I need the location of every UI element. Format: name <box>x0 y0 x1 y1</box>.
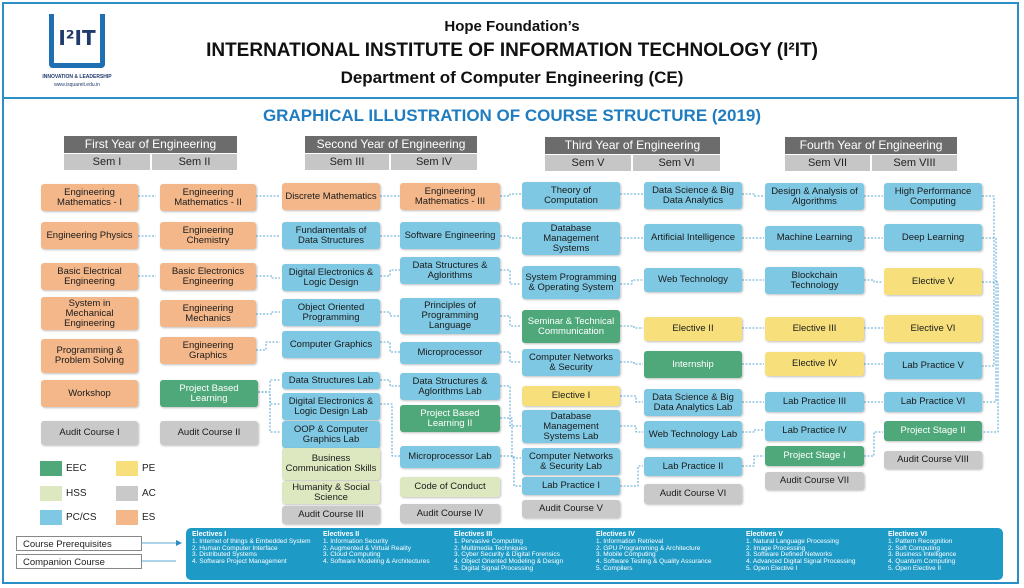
course-box: Engineering Physics <box>41 222 138 249</box>
year-header-2: Second Year of Engineering <box>305 136 477 153</box>
course-box: Computer Networks & Security Lab <box>522 448 620 475</box>
course-box: Computer Graphics <box>282 331 380 358</box>
course-box: Workshop <box>41 380 138 407</box>
elective-item: 1. Natural Language Processing <box>746 537 839 545</box>
elective-item: 4. Object Oriented Modeling & Design <box>454 558 564 566</box>
course-box: Audit Course VII <box>765 472 864 490</box>
course-box: High Performance Computing <box>884 183 982 210</box>
course-box: Design & Analysis of Algorithms <box>765 183 864 210</box>
legend-swatch-hss <box>40 486 62 501</box>
electives-heading: Electives IV <box>596 531 635 538</box>
elective-item: 2. GPU Programming & Architecture <box>596 544 701 552</box>
legend-label: PE <box>142 463 156 474</box>
electives-group-5 <box>746 532 884 573</box>
legend-label: EEC <box>66 463 87 474</box>
sem-header-6: Sem VI <box>633 155 720 171</box>
sem-header-3: Sem III <box>305 154 389 170</box>
elective-item: 3. Software Defined Networks <box>746 551 832 559</box>
course-box: Digital Electronics & Logic Design <box>282 264 380 291</box>
course-box: Data Structures Lab <box>282 372 380 389</box>
course-box: Web Technology Lab <box>644 421 742 448</box>
year-header-4: Fourth Year of Engineering <box>785 137 957 154</box>
elective-item: 4. Software Project Management <box>192 558 287 566</box>
electives-group-3 <box>454 532 594 573</box>
course-box: Microprocessor <box>400 342 500 364</box>
course-box: Elective V <box>884 268 982 295</box>
course-box: Audit Course I <box>41 421 138 445</box>
elective-item: 2. Human Computer Interface <box>192 544 278 552</box>
course-box: Lab Practice I <box>522 477 620 495</box>
course-box: Data Science & Big Data Analytics Lab <box>644 389 742 416</box>
legend-label: ES <box>142 512 156 523</box>
elective-item: 1. Information Security <box>323 537 389 545</box>
course-box: Web Technology <box>644 268 742 292</box>
sem-header-8: Sem VIII <box>872 155 957 171</box>
legend-swatch-pe <box>116 461 138 476</box>
course-box: Engineering Mathematics - I <box>41 184 138 211</box>
legend-label: HSS <box>66 488 87 499</box>
course-box: Elective IV <box>765 352 864 376</box>
course-box: Audit Course IV <box>400 504 500 523</box>
elective-item: 1. Pervasive Computing <box>454 537 524 545</box>
logo-url: www.isquareit.edu.in <box>54 82 100 88</box>
sem-header-7: Sem VII <box>785 155 870 171</box>
course-box: Digital Electronics & Logic Design Lab <box>282 393 380 420</box>
legend-swatch-eec <box>40 461 62 476</box>
course-box: Lab Practice IV <box>765 421 864 441</box>
elective-item: 4. Advanced Digital Signal Processing <box>746 558 856 566</box>
legend-swatch-es <box>116 510 138 525</box>
course-box: Project Based Learning II <box>400 405 500 432</box>
sem-header-2: Sem II <box>152 154 237 170</box>
course-box: Engineering Mechanics <box>160 300 256 327</box>
course-box: Project Based Learning <box>160 380 258 407</box>
course-box: Lab Practice V <box>884 352 982 379</box>
course-box: Fundamentals of Data Structures <box>282 222 380 249</box>
legend-swatch-pccs <box>40 510 62 525</box>
elective-item: 2. Soft Computing <box>888 544 941 552</box>
course-box: Software Engineering <box>400 222 500 249</box>
sem-header-4: Sem IV <box>391 154 477 170</box>
electives-group-4 <box>596 532 741 573</box>
course-box: Object Oriented Programming <box>282 299 380 326</box>
course-box: Engineering Graphics <box>160 337 256 364</box>
course-box: Programming & Problem Solving <box>41 339 138 373</box>
elective-item: 1. Internet of things & Embedded System <box>192 537 311 545</box>
course-box: Engineering Chemistry <box>160 222 256 249</box>
elective-item: 2. Augmented & Virtual Reality <box>323 544 412 552</box>
course-box: Blockchain Technology <box>765 267 864 294</box>
elective-item: 1. Information Retrieval <box>596 537 664 545</box>
course-box: Project Stage I <box>765 446 864 466</box>
legend-label: PC/CS <box>66 512 97 523</box>
course-box: System Programming & Operating System <box>522 266 620 299</box>
course-box: Database Management Systems Lab <box>522 410 620 443</box>
elective-item: 3. Cyber Security & Digital Forensics <box>454 551 560 559</box>
legend-swatch-ac <box>116 486 138 501</box>
course-box: Microprocessor Lab <box>400 446 500 468</box>
course-box: Audit Course II <box>160 421 258 445</box>
electives-panel <box>186 528 1003 580</box>
elective-item: 4. Software Modeling & Architectures <box>323 558 430 566</box>
course-box: Computer Networks & Security <box>522 349 620 376</box>
course-box: Elective VI <box>884 315 982 342</box>
electives-heading: Electives V <box>746 531 783 538</box>
elective-item: 2. Image Processing <box>746 544 806 552</box>
sem-header-5: Sem V <box>545 155 631 171</box>
year-header-1: First Year of Engineering <box>64 136 237 153</box>
elective-item: 2. Multimedia Techniques <box>454 544 528 552</box>
course-box: Audit Course VIII <box>884 451 982 469</box>
course-box: Engineering Mathematics - II <box>160 184 256 211</box>
course-box: Data Structures & Aglorithms <box>400 257 500 284</box>
course-box: Audit Course III <box>282 506 380 524</box>
course-box: Audit Course V <box>522 500 620 518</box>
department-name: Department of Computer Engineering (CE) <box>340 68 684 87</box>
electives-group-2 <box>323 532 451 566</box>
course-box: Machine Learning <box>765 226 864 250</box>
electives-heading: Electives I <box>192 531 227 538</box>
logo-text: I²IT <box>58 26 96 50</box>
elective-item: 5. Open Elective I <box>746 564 798 572</box>
course-box: Elective III <box>765 317 864 341</box>
course-box: Elective I <box>522 386 620 406</box>
course-box: Seminar & Technical Communication <box>522 310 620 343</box>
elective-item: 1. Pattern Recognition <box>888 537 953 545</box>
org-name: Hope Foundation’s <box>444 18 580 35</box>
key-course-prerequisites: Course Prerequisites <box>16 536 142 551</box>
course-box: Data Structures & Aglorithms Lab <box>400 373 500 400</box>
elective-item: 5. Open Elective II <box>888 564 942 572</box>
course-box: Engineering Mathematics - III <box>400 183 500 210</box>
electives-heading: Electives VI <box>888 531 927 538</box>
electives-heading: Electives III <box>454 531 493 538</box>
course-box: Audit Course VI <box>644 484 742 504</box>
course-box: Basic Electronics Engineering <box>160 263 256 290</box>
elective-item: 3. Mobile Computing <box>596 551 656 559</box>
course-box: Artificial Intelligence <box>644 224 742 251</box>
course-box: Data Science & Big Data Analytics <box>644 182 742 209</box>
elective-item: 3. Cloud Computing <box>323 551 381 559</box>
year-header-3: Third Year of Engineering <box>545 137 720 154</box>
course-box: System in Mechanical Engineering <box>41 297 138 330</box>
course-box: Internship <box>644 351 742 378</box>
page-title: GRAPHICAL ILLUSTRATION OF COURSE STRUCTURE (2019) <box>262 106 762 125</box>
elective-item: 3. Distributed Systems <box>192 551 258 559</box>
course-box: Principles of Programming Language <box>400 298 500 334</box>
course-box: Business Communication Skills <box>282 448 380 480</box>
course-box: Lab Practice VI <box>884 392 982 412</box>
course-box: Basic Electrical Engineering <box>41 263 138 290</box>
elective-item: 3. Business Intelligence <box>888 551 957 559</box>
course-box: Code of Conduct <box>400 477 500 497</box>
electives-group-1 <box>192 532 320 566</box>
legend-label: AC <box>142 488 156 499</box>
course-box: Theory of Computation <box>522 182 620 209</box>
elective-item: 5. Compilers <box>596 564 633 572</box>
key-companion-course: Companion Course <box>16 554 142 569</box>
course-box: Database Management Systems <box>522 222 620 255</box>
sem-header-1: Sem I <box>64 154 150 170</box>
course-box: OOP & Computer Graphics Lab <box>282 421 380 448</box>
course-box: Humanity & Social Science <box>282 481 380 504</box>
course-box: Project Stage II <box>884 421 982 441</box>
course-box: Discrete Mathematics <box>282 183 380 210</box>
course-box: Lab Practice III <box>765 392 864 412</box>
logo-tagline: INNOVATION & LEADERSHIP <box>42 74 112 80</box>
elective-item: 4. Software Testing & Quality Assurance <box>596 558 712 566</box>
electives-group-6 <box>888 532 1000 573</box>
course-box: Lab Practice II <box>644 457 742 476</box>
institute-name: INTERNATIONAL INSTITUTE OF INFORMATION TECHNOLOGY (I²IT) <box>206 40 818 61</box>
elective-item: 5. Digital Signal Processing <box>454 564 534 572</box>
course-box: Elective II <box>644 317 742 341</box>
electives-heading: Electives II <box>323 531 360 538</box>
course-box: Deep Learning <box>884 224 982 251</box>
elective-item: 4. Quantum Computing <box>888 558 956 566</box>
